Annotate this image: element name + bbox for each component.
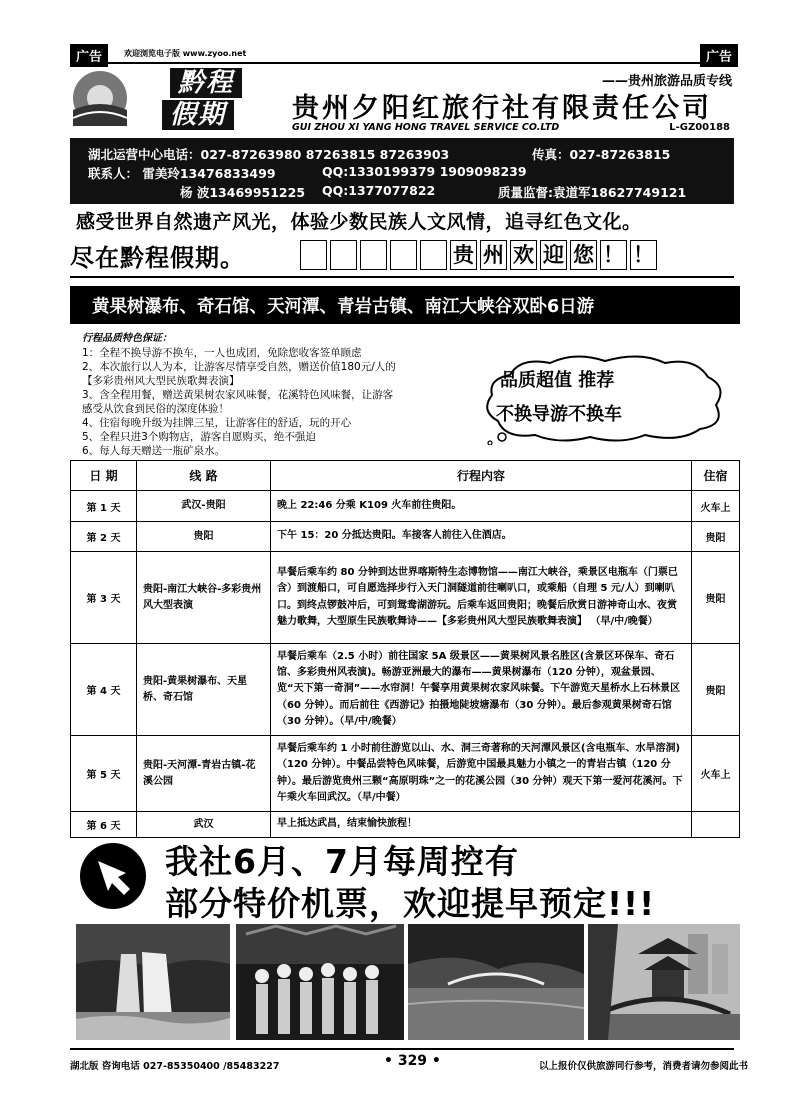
fax: 传真：027-87263815: [532, 147, 671, 162]
contact-person-1: 联系人： 雷美玲13476833499: [88, 166, 276, 181]
welcome-cell: ！: [600, 240, 627, 270]
table-row: [71, 812, 740, 838]
row-route: 贵阳-南江大峡谷-多彩贵州风大型表演: [137, 552, 271, 644]
page-number: • 329 •: [384, 1053, 441, 1069]
arrow-circle-icon: [80, 843, 146, 909]
welcome-cell: [330, 240, 357, 270]
license-number: L-GZ00188: [669, 122, 730, 133]
contact-person-2: 杨 波13469951225: [180, 185, 306, 200]
table-row: [71, 522, 740, 552]
row-content: 早餐后乘车（2.5 小时）前往国家 5A 级景区——黄果树风景名胜区(含景区环保车、奇石馆、多彩贵州风表演)。畅游亚洲最大的瀑布——黄果树瀑布（120 分钟），观盆景园、览“天下第一奇洞”——水帘洞！午餐享用黄果树农家风味餐。下午游览天星桥水上石林景区（60 分钟）。而后前往《西游记》拍摄地陡坡塘瀑布（30 分钟）。最后参观黄果树奇石馆（30 分钟）。（早/中/晚餐）: [271, 644, 692, 736]
row-content: 晚上 22:46 分乘 K109 火车前往贵阳。: [271, 491, 692, 522]
table-row: [71, 491, 740, 522]
header-content: 行程内容: [271, 461, 692, 491]
welcome-cell: 欢: [510, 240, 537, 270]
welcome-cell: 迎: [540, 240, 567, 270]
header-date: 日 期: [71, 461, 137, 491]
tagline: ——贵州旅游品质专线: [601, 74, 732, 89]
top-divider: [70, 62, 734, 64]
row-content: 下午 15：20 分抵达贵阳。车接客人前往入住酒店。: [271, 522, 692, 552]
slogan-line-2: 尽在黔程假期。: [70, 244, 245, 272]
itinerary-table: [70, 460, 740, 838]
row-route: 贵阳: [137, 522, 271, 552]
row-day: 第 4 天: [71, 644, 137, 736]
header-route: 线 路: [137, 461, 271, 491]
row-day: 第 2 天: [71, 522, 137, 552]
row-stay: 贵阳: [692, 644, 740, 736]
quality-supervisor: 质量监督:袁道军18627749121: [498, 185, 687, 200]
company-name-en: GUI ZHOU XI YANG HONG TRAVEL SERVICE CO.LTD: [292, 122, 560, 133]
footer-hotline: 湖北版 咨询电话 027-85350400 /85483227: [70, 1061, 280, 1072]
welcome-cell: [390, 240, 417, 270]
row-content: 早餐后乘车约 1 小时前往游览以山、水、洞三奇著称的天河潭风景区(含电瓶车、水旱溶洞)（120 分钟）。中餐品尝特色风味餐，后游览中国最具魅力小镇之一的青岩古镇（120 分钟）。最后游览贵州三颗“高原明珠”之一的花溪公园（30 分钟）观天下第一爱河花溪河。下午乘火车回武汉。（早/中餐）: [271, 736, 692, 812]
feature-title: 行程品质特色保证：: [82, 333, 172, 344]
welcome-cell: 您: [570, 240, 597, 270]
feature-item: 【多彩贵州风大型民族歌舞表演】: [82, 375, 240, 387]
row-route: 贵阳-黄果树瀑布、天星桥、奇石馆: [137, 644, 271, 736]
mid-divider: [70, 276, 734, 278]
welcome-grid: [300, 240, 660, 270]
row-stay: 贵阳: [692, 522, 740, 552]
waterfall-photo: [76, 924, 230, 1040]
row-content: 早餐后乘车约 80 分钟到达世界喀斯特生态博物馆——南江大峡谷，乘景区电瓶车（门票已含）到渡船口，可自愿选择步行入天门洞隧道前往喇叭口，或乘船（自理 5 元/人）到喇叭口。到终点锣鼓冲后，可到鸳鸯湖游玩。后乘车返回贵阳；晚餐后欣赏日游神奇山水、夜赏魅力歌舞，大型原生民族歌舞诗——【多彩贵州风大型民族歌舞表演】 （早/中/晚餐）: [271, 552, 692, 644]
row-stay: 火车上: [692, 736, 740, 812]
row-route: 武汉: [137, 812, 271, 838]
folk-dance-photo: [236, 924, 404, 1040]
company-logo: [70, 66, 275, 132]
ad-label-left: 广告: [70, 44, 108, 67]
cloud-text-quality: 品质超值 推荐: [500, 370, 615, 391]
lake-photo: [408, 924, 584, 1040]
row-day: 第 5 天: [71, 736, 137, 812]
site-url[interactable]: 欢迎浏览电子版 www.zyoo.net: [124, 49, 247, 58]
logo-text-top: 黔程: [170, 68, 242, 98]
row-stay: [692, 812, 740, 838]
row-stay: 火车上: [692, 491, 740, 522]
row-day: 第 1 天: [71, 491, 137, 522]
promo-line-2: 部分特价机票，欢迎提早预定!!!: [165, 884, 656, 923]
welcome-cell: 州: [480, 240, 507, 270]
promo-line-1: 我社6月、7月每周控有: [165, 842, 519, 881]
welcome-cell: [300, 240, 327, 270]
contact-band: [70, 138, 734, 204]
feature-item: 6、每人每天赠送一瓶矿泉水。: [82, 445, 226, 457]
qq-2: QQ:1377077822: [322, 183, 436, 198]
slogan-line-1: 感受世界自然遗产风光，体验少数民族人文风情，追寻红色文化。: [76, 211, 642, 233]
feature-item: 感受从饮食到民俗的深度体验！: [82, 403, 229, 415]
table-row: [71, 552, 740, 644]
row-day: 第 3 天: [71, 552, 137, 644]
feature-item: 2、本次旅行以人为本，让游客尽情享受自然，赠送价值180元/人的: [82, 361, 396, 373]
feature-item: 5、全程只进3个购物店，游客自愿购买，绝不强迫: [82, 431, 316, 443]
welcome-cell: [420, 240, 447, 270]
welcome-cell: ！: [630, 240, 657, 270]
row-content: 早上抵达武昌，结束愉快旅程！: [271, 812, 692, 838]
logo-text-bottom: 假期: [162, 100, 234, 130]
feature-item: 1：全程不换导游不换车，一人也成团，免除您收客签单顾虑: [82, 347, 362, 359]
footer-divider: [70, 1048, 734, 1050]
qq-1: QQ:1330199379 1909098239: [322, 164, 527, 179]
table-row: [71, 736, 740, 812]
row-route: 贵阳-天河潭-青岩古镇-花溪公园: [137, 736, 271, 812]
row-route: 武汉-贵阳: [137, 491, 271, 522]
welcome-cell: [360, 240, 387, 270]
row-day: 第 6 天: [71, 812, 137, 838]
cloud-text-guide: 不换导游不换车: [496, 404, 622, 425]
header-stay: 住宿: [692, 461, 740, 491]
ad-label-right: 广告: [700, 44, 738, 67]
welcome-cell: 贵: [450, 240, 477, 270]
feature-item: 4、住宿每晚升级为挂牌三星，让游客住的舒适，玩的开心: [82, 417, 352, 429]
sun-wave-icon: [70, 68, 130, 130]
hotline: 湖北运营中心电话：027-87263980 87263815 87263903: [88, 147, 450, 162]
tour-title: 黄果树瀑布、奇石馆、天河潭、青岩古镇、南江大峡谷双卧6日游: [70, 286, 740, 324]
footer-disclaimer: 以上报价仅供旅游同行参考，消费者请勿参阅此书: [538, 1061, 748, 1072]
table-header-row: [71, 461, 740, 491]
feature-list: [82, 332, 396, 458]
company-name: 贵州夕阳红旅行社有限责任公司: [292, 93, 712, 124]
table-row: [71, 644, 740, 736]
feature-item: 3、含全程用餐，赠送黄果树农家风味餐，花溪特色风味餐，让游客: [82, 389, 394, 401]
pavilion-photo: [588, 924, 740, 1040]
row-stay: 贵阳: [692, 552, 740, 644]
